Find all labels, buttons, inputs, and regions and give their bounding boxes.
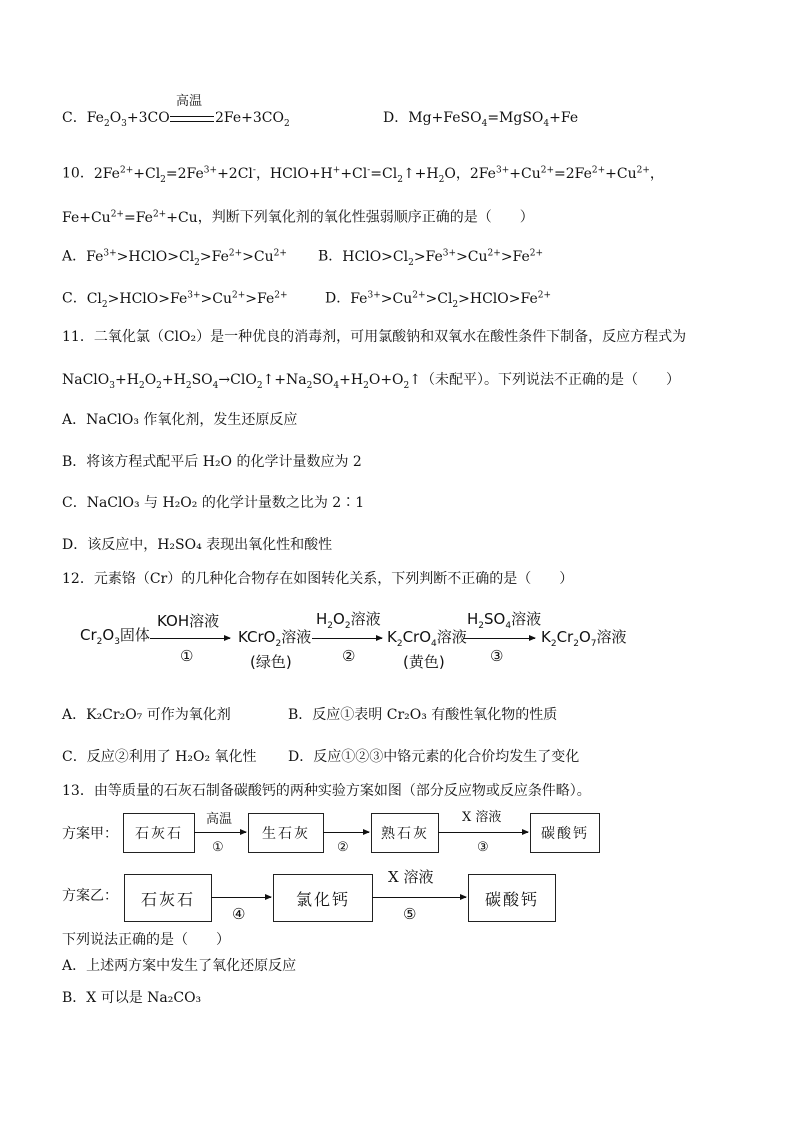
q12-kcro2-color: (绿色) xyxy=(250,653,292,671)
q11-option-b: B．将该方程式配平后 H₂O 的化学计量数应为 2 xyxy=(62,454,362,470)
q10-b-text: $HClO>Cl_2>Fe^{3+}>Cu^{2+}>Fe^{2+}$ xyxy=(342,248,544,268)
q12-arrow-1 xyxy=(150,638,230,639)
q10-option-d xyxy=(325,285,551,314)
q12-step-2: ② xyxy=(342,647,356,665)
q9-c-reactants: $Fe_2O_3+3CO$ xyxy=(86,110,170,129)
q10-stem-tail: ，判断下列氧化剂的氧化性强弱顺序正确的是（ ） xyxy=(197,209,534,226)
q9-c-label: C． xyxy=(62,110,87,126)
q13-plan-a-step-3: ③ xyxy=(477,840,489,855)
q10-option-c xyxy=(62,285,288,314)
q13-plan-a-arrow-2 xyxy=(323,832,369,833)
q12-species-k2cr2o7: $K_2Cr_2O_7$溶液 xyxy=(541,628,627,649)
q12-r3-suffix: 溶液 xyxy=(511,610,542,628)
q10-option-b xyxy=(318,243,543,272)
q13-plan-b-box-1: 石灰石 xyxy=(124,874,212,922)
q11-stem-line2 xyxy=(62,370,680,396)
q12-species-k2cro4: $K_2CrO_4$溶液 xyxy=(387,628,467,649)
q13-plan-b-arrow-2 xyxy=(372,897,466,898)
q12-s2-suffix: 溶液 xyxy=(281,628,312,646)
q9-option-c xyxy=(62,108,170,134)
q12-reagent-3: $H_2SO_4$溶液 xyxy=(467,610,542,631)
q10-number: 10． xyxy=(62,165,94,182)
q9-d-label: D． xyxy=(383,110,409,126)
q13-plan-a-arrow-1 xyxy=(194,832,246,833)
q10-a-label: A． xyxy=(62,248,87,265)
q13-plan-b-label: 方案乙： xyxy=(62,888,118,904)
q13-plan-a-box-1: 石灰石 xyxy=(123,813,195,853)
q10-a-text: $Fe^{3+}>HClO>Cl_2>Fe^{2+}>Cu^{2+}$ xyxy=(86,248,287,268)
q13-plan-a-box-4: 碳酸钙 xyxy=(530,813,600,853)
q13-plan-b-box-2: 氯化钙 xyxy=(273,874,373,922)
q12-r2-suffix: 溶液 xyxy=(350,610,381,628)
q9-d-equation: Mg+FeSO$_4$=MgSO$_4$+Fe xyxy=(408,110,579,129)
q11-option-c: C．NaClO₃ 与 H₂O₂ 的化学计量数之比为 2∶1 xyxy=(62,495,365,511)
q12-stem: 12．元素铬（Cr）的几种化合物存在如图转化关系，下列判断不正确的是（ ） xyxy=(62,571,574,587)
q10-equations: $2Fe^{2+}+Cl_2=2Fe^{3+}+2Cl^-$，$HClO+H^++Cl^-=Cl_2↑+H_2O$，$2Fe^{3+}+Cu^{2+}=2Fe^{2+}+Cu^{2+}$， xyxy=(93,165,664,185)
q12-s3-suffix: 溶液 xyxy=(436,628,467,646)
q11-equation: $NaClO_3+H_2O_2+H_2SO_4\to ClO_2↑+Na_2SO_4+H_2O+O_2↑$ xyxy=(62,372,421,391)
q11-option-d: D．该反应中，H₂SO₄ 表现出氧化性和酸性 xyxy=(62,537,333,553)
q10-stem-line1 xyxy=(62,160,664,189)
q11-stem-line1: 11．二氧化氯（ClO₂）是一种优良的消毒剂，可用氯酸钠和双氧水在酸性条件下制备，反应方程式为 xyxy=(62,329,687,345)
q9-c-products: $2Fe+3CO_2$ xyxy=(215,110,290,129)
q10-c-text: $Cl_2>HClO>Fe^{3+}>Cu^{2+}>Fe^{2+}$ xyxy=(86,290,288,310)
q13-plan-b-step-5: ⑤ xyxy=(403,905,417,923)
q10-option-a xyxy=(62,243,287,272)
q12-s1-suffix: 固体 xyxy=(119,626,150,644)
q13-question: 下列说法正确的是（ ） xyxy=(62,932,230,948)
q9-c-condition: 高温 xyxy=(176,94,203,109)
q12-arrow-2 xyxy=(312,638,382,639)
q13-plan-a-step-2: ② xyxy=(337,840,349,855)
q12-reagent-1: KOH溶液 xyxy=(157,612,220,630)
q13-plan-b-arrow-1 xyxy=(211,897,271,898)
q12-step-1: ① xyxy=(180,647,194,665)
q13-plan-a-box-3: 熟石灰 xyxy=(371,813,439,853)
q13-plan-a-label: 方案甲： xyxy=(62,826,118,842)
q9-option-d xyxy=(383,108,578,134)
q13-plan-b-box-3: 碳酸钙 xyxy=(468,874,556,922)
q12-k2cro4-color: (黄色) xyxy=(403,653,445,671)
q12-option-b: B．反应①表明 Cr₂O₃ 有酸性氧化物的性质 xyxy=(288,707,558,723)
q13-plan-b-step-4: ④ xyxy=(232,905,246,923)
q12-reagent-2: $H_2O_2$溶液 xyxy=(316,610,381,631)
q10-c-label: C． xyxy=(62,290,87,307)
q12-step-3: ③ xyxy=(490,647,504,665)
q9-c-equals-sign xyxy=(170,116,214,122)
q10-d-text: $Fe^{3+}>Cu^{2+}>Cl_2>HClO>Fe^{2+}$ xyxy=(350,290,552,310)
q13-option-a: A．上述两方案中发生了氧化还原反应 xyxy=(62,958,297,974)
q10-b-label: B． xyxy=(318,248,343,265)
q13-stem: 13．由等质量的石灰石制备碳酸钙的两种实验方案如图（部分反应物或反应条件略）。 xyxy=(62,783,591,799)
q13-plan-b-cond-5: X 溶液 xyxy=(388,868,434,886)
q13-plan-a-step-1: ① xyxy=(212,840,224,855)
q12-option-c: C．反应②利用了 H₂O₂ 氧化性 xyxy=(62,749,257,765)
q13-plan-a-cond-1: 高温 xyxy=(206,812,233,827)
q12-option-d: D．反应①②③中铬元素的化合价均发生了变化 xyxy=(288,749,580,765)
q12-arrow-3 xyxy=(463,638,535,639)
q10-stem-line2 xyxy=(62,204,534,228)
q10-equation-4: $Fe+Cu^{2+}=Fe^{2+}+Cu$ xyxy=(62,209,198,226)
q13-plan-a-cond-3: X 溶液 xyxy=(462,810,502,825)
q11-option-a: A．NaClO₃ 作氧化剂，发生还原反应 xyxy=(62,412,298,428)
q12-species-kcro2: KCrO$_2$溶液 xyxy=(238,628,312,649)
q12-option-a: A．K₂Cr₂O₇ 可作为氧化剂 xyxy=(62,707,231,723)
q10-d-label: D． xyxy=(325,290,351,307)
q11-stem-tail: （未配平）。下列说法不正确的是（ ） xyxy=(421,372,680,388)
q12-s4-suffix: 溶液 xyxy=(596,628,627,646)
q13-option-b: B．X 可以是 Na₂CO₃ xyxy=(62,990,202,1006)
q12-species-cr2o3: $Cr_2O_3$固体 xyxy=(80,626,150,647)
q13-plan-a-arrow-3 xyxy=(438,832,528,833)
q13-plan-a-box-2: 生石灰 xyxy=(248,813,324,853)
